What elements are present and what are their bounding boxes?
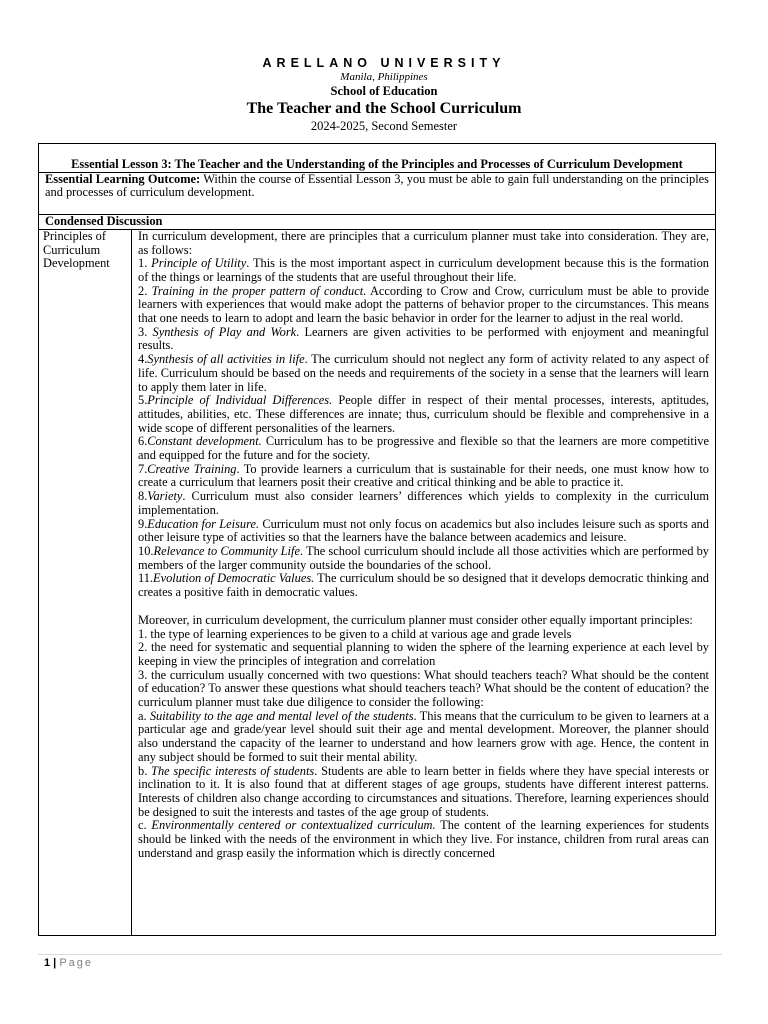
subpoint-item	[138, 819, 709, 860]
page-label: Page	[59, 957, 94, 969]
item-term: Principle of Utility	[151, 256, 247, 271]
item-number: 2.	[138, 283, 152, 298]
principle-item	[138, 490, 709, 517]
school-name: School of Education	[330, 84, 438, 98]
learning-outcome	[39, 172, 716, 214]
item-text: . This means that the curriculum to be given to learners at a particular age and grade/year level should suit their age and mental development. Moreover, the planner should also understand the capacity of the learner to understand and how learners grow with age. Hence, the content in any subject should be formed to suit their mental ability.	[138, 708, 709, 764]
principle-item	[138, 326, 709, 353]
topic-label: Principles of Curriculum Development	[39, 229, 132, 935]
item-number: 7.	[138, 461, 148, 476]
principle-item	[138, 518, 709, 545]
considerations-list	[138, 628, 709, 710]
item-number: 10.	[138, 543, 154, 558]
condensed-discussion-label: Condensed Discussion	[39, 215, 716, 230]
item-number: 11.	[138, 571, 154, 586]
item-number: 3.	[138, 324, 153, 339]
item-number: 8.	[138, 489, 148, 504]
consideration-item: 2. the need for systematic and sequential planning to widen the sphere of the learning experience at each level by keeping in view the principles of integration and correlation	[138, 640, 709, 668]
principle-item	[138, 435, 709, 462]
document-header	[0, 56, 768, 134]
item-term: Environmentally centered or contextualized curriculum.	[151, 818, 436, 833]
item-text: . To provide learners a curriculum that is sustainable for their needs, one must know how to create a curriculum that learners posit their creative and critical thinking and be able to practice it.	[138, 461, 709, 490]
lesson-table	[38, 143, 716, 936]
principle-item	[138, 463, 709, 490]
item-text: According to Crow and Crow, curriculum must be able to provide learners with experiences that would make adopt the patterns of behavior proper to the circumstances. This means that one needs to learn to adopt and learn the basic behavior in order for the learner to adjust in the real world.	[138, 283, 710, 326]
item-number: 6.	[138, 434, 148, 449]
outcome-text: Within the course of Essential Lesson 3, you must be able to gain full understanding on the principles and processes of curriculum development.	[45, 171, 709, 200]
item-number: c.	[138, 818, 152, 833]
item-text: . Students are able to learn better in fields where they have special interests or inclination to it. It is also found that at different stages of age groups, students have different interest patterns. Interests of children also change according to circumstances and situations. Therefore, learning experiences should be designed to suit the interests and tastes of the age group of students.	[138, 763, 709, 819]
principle-item	[138, 394, 709, 435]
item-text: . Learners are given activities to be performed with enjoyment and meaningful results.	[138, 324, 709, 353]
principle-item	[138, 572, 709, 599]
course-title: The Teacher and the School Curriculum	[246, 100, 522, 117]
consideration-item: 3. the curriculum usually concerned with two questions: What should teachers teach? What should be the content of education? To answer these questions what should teachers teach? What should be the content of education? the curriculum planner must take due diligence to consider the following:	[138, 667, 709, 710]
consideration-item: 1. the type of learning experiences to be given to a child at various age and grade levels	[138, 626, 572, 641]
discussion-body	[132, 229, 716, 935]
principle-item	[138, 545, 709, 572]
subpoint-item	[138, 710, 709, 765]
footer-separator: |	[50, 957, 60, 969]
principle-item	[138, 353, 709, 394]
term-label: 2024-2025, Second Semester	[310, 119, 458, 133]
outcome-label: Essential Learning Outcome:	[45, 171, 201, 186]
item-term: Synthesis of all activities in life	[147, 352, 305, 367]
item-term: Education for Leisure.	[147, 516, 260, 531]
item-text: Curriculum must not only focus on academics but also includes leisure such as sports and other leisure type of activities so that the learners have the balance between academics and leisure.	[138, 516, 709, 545]
page-number: 1	[44, 957, 51, 969]
item-number: 1.	[138, 256, 152, 271]
item-term: Evolution of Democratic Values.	[153, 571, 315, 586]
item-term: Relevance to Community Life	[153, 543, 300, 558]
item-number: 9.	[138, 516, 148, 531]
item-number: 4.	[138, 352, 148, 367]
item-number: b.	[138, 763, 152, 778]
item-text: The content of the learning experiences for students should be linked with the needs of the environment in which they live. For instance, children from rural areas can understand and grasp easily the information which is directly concerned	[138, 818, 710, 860]
principle-item	[138, 257, 709, 284]
item-term: The specific interests of students	[151, 763, 315, 778]
university-location: Manila, Philippines	[340, 71, 428, 83]
item-text: . Curriculum must also consider learners’ differences which yields to complexity in the curriculum implementation.	[138, 489, 709, 517]
moreover-paragraph: Moreover, in curriculum development, the curriculum planner must consider other equally important principles:	[138, 612, 693, 627]
item-term: Suitability to the age and mental level of the students	[149, 708, 414, 723]
item-term: Constant development.	[147, 434, 262, 449]
subpoints-list	[138, 710, 709, 861]
item-text: People differ in respect of their mental processes, interests, aptitudes, attitudes, abilities, etc. These differences are innate; thus, curriculum should be flexible and comprehensive in a wide scope of different personalities of the learners.	[138, 393, 709, 435]
principles-list	[138, 257, 709, 600]
item-text: . The curriculum should not neglect any form of activity related to any aspect of life. Curriculum should be based on the needs and requirements of the society in a sense that the learners will learn to apply them later in life.	[138, 352, 709, 394]
subpoint-item	[138, 765, 709, 820]
item-term: Training in the proper pattern of conduct.	[151, 283, 367, 298]
item-text: The curriculum should be so designed that it develops democratic thinking and creates a positive faith in democratic values.	[138, 571, 709, 600]
item-term: Creative Training	[147, 461, 237, 476]
item-text: . This is the most important aspect in curriculum development because this is the formation of the things or learnings of the students that are useful throughout their life.	[138, 256, 710, 284]
item-text: . The school curriculum should include all those activities which are performed by members of the larger community outside the boundaries of the school.	[138, 543, 709, 572]
lesson-title: Essential Lesson 3: The Teacher and the Understanding of the Principles and Processes of Curriculum Development	[39, 144, 716, 173]
page-footer	[44, 957, 93, 969]
intro-paragraph: In curriculum development, there are principles that a curriculum planner must take into consideration. They are, as follows:	[138, 228, 709, 257]
item-term: Variety	[147, 489, 183, 504]
item-term: Synthesis of Play and Work	[152, 324, 297, 339]
item-number: a.	[138, 708, 150, 723]
item-term: Principle of Individual Differences.	[147, 393, 333, 408]
principle-item	[138, 285, 709, 326]
footer-divider	[38, 954, 722, 955]
item-number: 5.	[138, 393, 148, 408]
university-name: ARELLANO UNIVERSITY	[262, 56, 506, 70]
item-text: Curriculum has to be progressive and flexible so that the learners are more competitive and equipped for the future and for the society.	[138, 434, 710, 463]
